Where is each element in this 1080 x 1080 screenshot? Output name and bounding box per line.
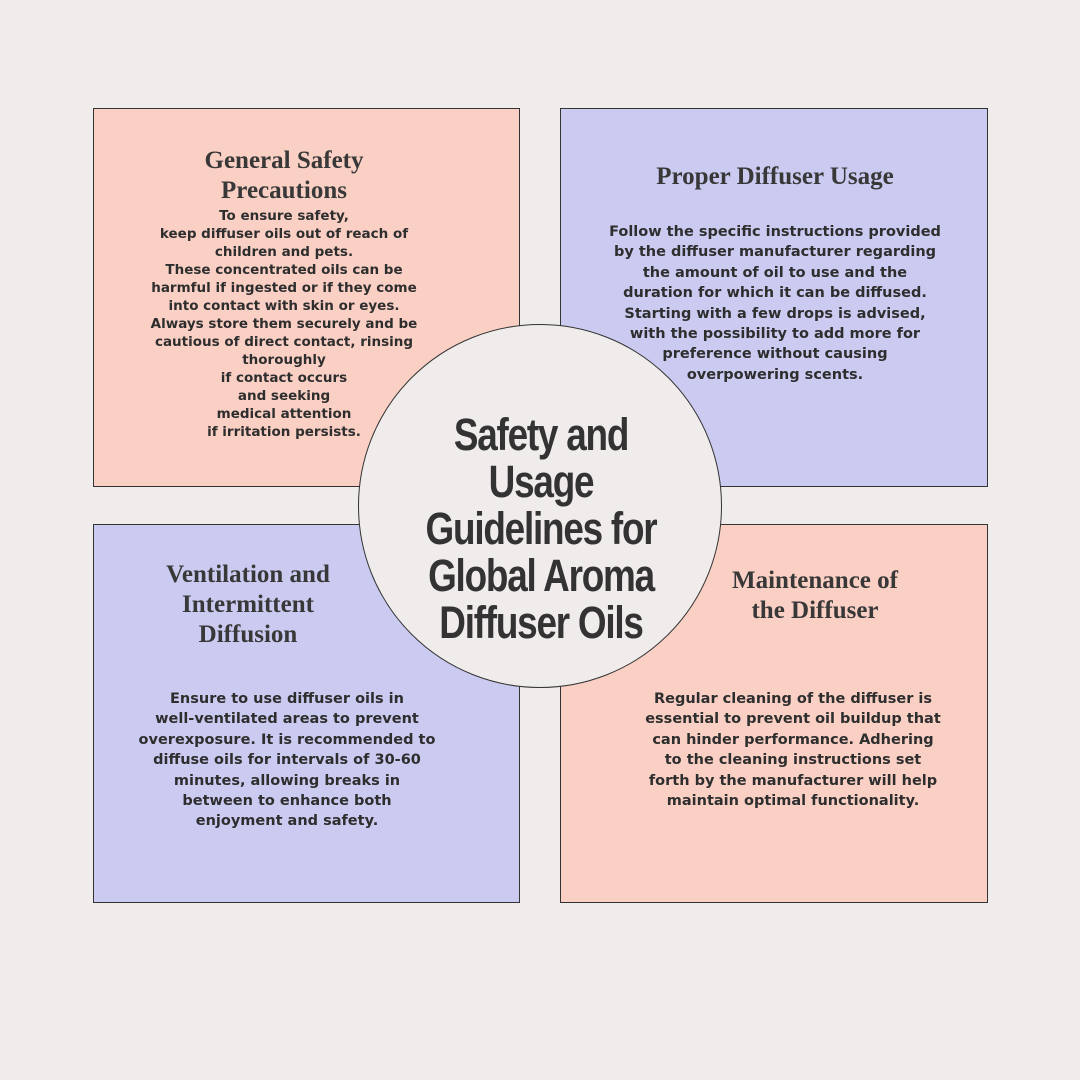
card-body-ventilation: Ensure to use diffuser oils in well-ventilated areas to prevent overexposure. It is recommended to diffuse oils for intervals of 30-60 minutes, allowing breaks in between to enhance both enjoyment and safety. <box>138 691 436 830</box>
card-body-maintenance: Regular cleaning of the diffuser is essential to prevent oil buildup that can hinder performance. Adhering to the cleaning instructions set forth by the manufacturer will help maintain optimal functionality. <box>645 691 941 810</box>
center-title: Safety and Usage Guidelines for Global Aroma Diffuser Oils <box>425 409 657 648</box>
card-title-general-safety: General Safety Precautions <box>204 147 364 204</box>
card-body-proper-usage: Follow the specific instructions provided by the diffuser manufacturer regarding the amount of oil to use and the duration for which it can be diffused. Starting with a few drops is advised, with the possibility to add more for preference without causing overpowering scents. <box>609 224 941 383</box>
card-title-proper-usage: Proper Diffuser Usage <box>656 163 894 190</box>
center-circle <box>358 324 722 688</box>
card-title-maintenance: Maintenance of the Diffuser <box>732 567 898 624</box>
card-title-ventilation: Ventilation and Intermittent Diffusion <box>166 561 330 648</box>
card-body-general-safety: To ensure safety, keep diffuser oils out of reach of children and pets. These concentrated oils can be harmful if ingested or if they come into contact with skin or eyes. Always store them securely and be cautious of direct contact, rinsing thoroughly if contact occurs and seeking medical attention if irritation persists. <box>150 208 418 440</box>
